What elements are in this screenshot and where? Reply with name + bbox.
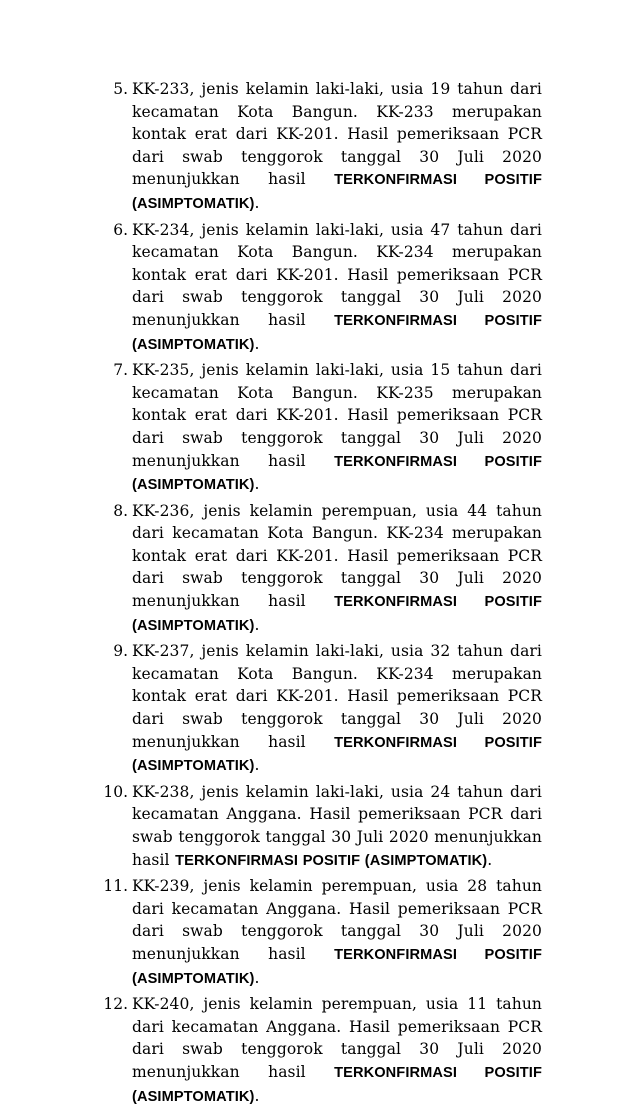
item-description: KK-238, jenis kelamin laki-laki, usia 24 tahun dari kecamatan Anggana. Hasil pemeriksaan PCR dari swab tenggorok tanggal 30 Juli 2020 menunjukkan hasil xyxy=(132,782,542,869)
status-label: TERKONFIRMASI POSITIF (ASIMPTOMATIK) xyxy=(175,852,488,869)
item-text-block xyxy=(132,781,542,872)
item-terminator: . xyxy=(254,193,260,212)
item-number: 8. xyxy=(113,501,128,520)
item-description: KK-234, jenis kelamin laki-laki, usia 47 tahun dari kecamatan Kota Bangun. KK-234 merupakan kontak erat dari KK-201. Hasil pemeriksaan PCR dari swab tenggorok tanggal 30 Juli 2020 menunjukkan hasil xyxy=(132,220,542,329)
item-number: 5. xyxy=(113,80,128,98)
list-item xyxy=(80,875,542,990)
item-terminator: . xyxy=(254,615,260,634)
status-label: TERKONFIRMASI POSITIF (ASIMPTOMATIK) xyxy=(132,594,542,634)
item-terminator: . xyxy=(254,756,260,775)
status-label: TERKONFIRMASI POSITIF (ASIMPTOMATIK) xyxy=(132,946,542,987)
item-text-block xyxy=(132,640,542,778)
status-label: TERKONFIRMASI POSITIF (ASIMPTOMATIK) xyxy=(132,312,542,353)
item-terminator: . xyxy=(254,475,260,494)
item-description: KK-233, jenis kelamin laki-laki, usia 19 tahun dari kecamatan Kota Bangun. KK-233 merupakan kontak erat dari KK-201. Hasil pemeriksaan PCR dari swab tenggorok tanggal 30 Juli 2020 menunjukkan hasil xyxy=(132,80,542,189)
list-item xyxy=(80,993,542,1108)
item-text-block xyxy=(132,359,542,497)
list-item xyxy=(80,781,542,872)
status-label: TERKONFIRMASI POSITIF (ASIMPTOMATIK) xyxy=(132,172,542,212)
list-item xyxy=(80,359,542,497)
item-number: 10. xyxy=(103,782,128,801)
item-terminator: . xyxy=(254,334,260,353)
list-item xyxy=(80,640,542,778)
item-text-block xyxy=(132,500,542,638)
item-text-block xyxy=(132,219,542,357)
status-label: TERKONFIRMASI POSITIF (ASIMPTOMATIK) xyxy=(132,1064,542,1105)
item-number: 12. xyxy=(103,995,128,1014)
item-terminator: . xyxy=(254,968,260,987)
list-item xyxy=(80,500,542,638)
case-list xyxy=(80,78,542,1111)
item-description: KK-237, jenis kelamin laki-laki, usia 32 tahun dari kecamatan Kota Bangun. KK-234 merupakan kontak erat dari KK-201. Hasil pemeriksaan PCR dari swab tenggorok tanggal 30 Juli 2020 menunjukkan hasil xyxy=(132,642,542,751)
item-text-block xyxy=(132,993,542,1108)
item-number: 7. xyxy=(113,361,128,380)
item-number: 11. xyxy=(103,877,128,896)
list-item xyxy=(80,78,542,216)
item-terminator: . xyxy=(254,1086,260,1105)
item-description: KK-240, jenis kelamin perempuan, usia 11 tahun dari kecamatan Anggana. Hasil pemeriksaan PCR dari swab tenggorok tanggal 30 Juli 2020 menunjukkan hasil xyxy=(132,995,542,1081)
item-text-block xyxy=(132,78,542,216)
item-terminator: . xyxy=(487,850,493,869)
item-number: 6. xyxy=(113,220,128,239)
item-description: KK-235, jenis kelamin laki-laki, usia 15 tahun dari kecamatan Kota Bangun. KK-235 merupakan kontak erat dari KK-201. Hasil pemeriksaan PCR dari swab tenggorok tanggal 30 Juli 2020 menunjukkan hasil xyxy=(132,361,542,470)
item-number: 9. xyxy=(113,642,128,661)
item-description: KK-236, jenis kelamin perempuan, usia 44 tahun dari kecamatan Kota Bangun. KK-234 merupakan kontak erat dari KK-201. Hasil pemeriksaan PCR dari swab tenggorok tanggal 30 Juli 2020 menunjukkan hasil xyxy=(132,501,542,611)
item-text-block xyxy=(132,875,542,990)
list-item xyxy=(80,219,542,357)
status-label: TERKONFIRMASI POSITIF (ASIMPTOMATIK) xyxy=(132,734,542,775)
item-description: KK-239, jenis kelamin perempuan, usia 28 tahun dari kecamatan Anggana. Hasil pemeriksaan PCR dari swab tenggorok tanggal 30 Juli 2020 menunjukkan hasil xyxy=(132,877,542,963)
status-label: TERKONFIRMASI POSITIF (ASIMPTOMATIK) xyxy=(132,453,542,494)
